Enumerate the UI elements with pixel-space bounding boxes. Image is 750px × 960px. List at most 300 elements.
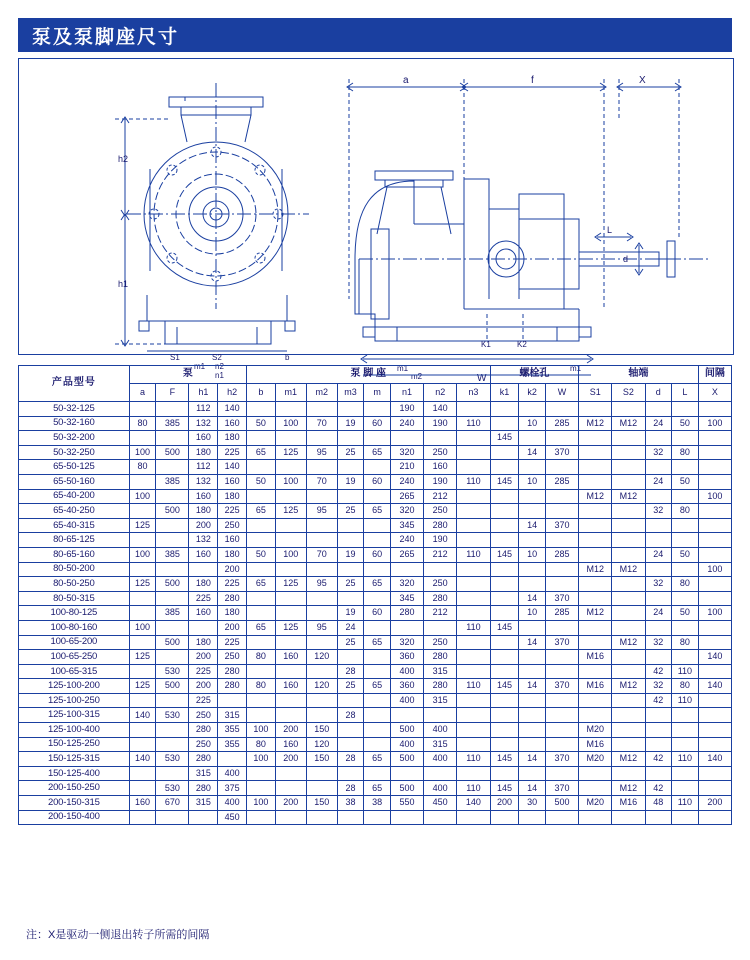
cell-S1 — [579, 635, 612, 650]
cell-model: 125-100-315 — [19, 708, 130, 723]
cell-k1: 145 — [490, 679, 519, 694]
cell-d: 24 — [645, 416, 672, 431]
cell-h1: 200 — [189, 650, 218, 665]
cell-W — [545, 460, 578, 475]
cell-h2: 200 — [218, 620, 247, 635]
table-row — [19, 402, 732, 417]
cell-n1: 400 — [390, 693, 423, 708]
cell-W: 370 — [545, 781, 578, 796]
cell-n3 — [457, 810, 490, 825]
table-row — [19, 635, 732, 650]
cell-m2: 95 — [306, 620, 337, 635]
cell-F — [156, 650, 189, 665]
cell-k2: 10 — [519, 606, 546, 621]
cell-X — [698, 474, 731, 489]
cell-model: 80-65-160 — [19, 547, 130, 562]
cell-a — [129, 635, 156, 650]
cell-b — [247, 766, 276, 781]
svg-text:m2: m2 — [411, 372, 423, 381]
cell-F — [156, 591, 189, 606]
cell-n2: 400 — [424, 752, 457, 767]
cell-n3 — [457, 445, 490, 460]
cell-h1: 280 — [189, 781, 218, 796]
svg-text:W: W — [477, 373, 487, 384]
cell-S1: M16 — [579, 679, 612, 694]
cell-m1: 125 — [275, 445, 306, 460]
cell-model: 100-65-250 — [19, 650, 130, 665]
cell-h2: 400 — [218, 766, 247, 781]
cell-h2: 180 — [218, 489, 247, 504]
svg-text:m1: m1 — [194, 362, 206, 371]
svg-text:f: f — [531, 75, 534, 86]
cell-L — [672, 402, 699, 417]
cell-d — [645, 533, 672, 548]
cell-n3 — [457, 460, 490, 475]
cell-k2 — [519, 562, 546, 577]
cell-k2 — [519, 460, 546, 475]
cell-h1: 180 — [189, 577, 218, 592]
cell-d: 24 — [645, 547, 672, 562]
cell-b: 100 — [247, 723, 276, 738]
cell-m2: 150 — [306, 723, 337, 738]
cell-S2 — [612, 664, 645, 679]
cell-k1 — [490, 664, 519, 679]
cell-X — [698, 708, 731, 723]
cell-L — [672, 460, 699, 475]
cell-S2: M12 — [612, 781, 645, 796]
cell-n3 — [457, 708, 490, 723]
cell-F: 385 — [156, 547, 189, 562]
cell-h1: 180 — [189, 504, 218, 519]
cell-d — [645, 723, 672, 738]
cell-h2 — [218, 752, 247, 767]
cell-W: 285 — [545, 606, 578, 621]
cell-a: 125 — [129, 679, 156, 694]
cell-m2: 150 — [306, 752, 337, 767]
cell-h1: 132 — [189, 474, 218, 489]
cell-L — [672, 650, 699, 665]
cell-L — [672, 620, 699, 635]
cell-b — [247, 708, 276, 723]
header-foot: 泵 脚 座 — [247, 366, 491, 384]
cell-n2: 315 — [424, 693, 457, 708]
cell-h1: 112 — [189, 402, 218, 417]
svg-text:m1: m1 — [397, 364, 409, 373]
cell-n1: 500 — [390, 781, 423, 796]
cell-m1: 125 — [275, 577, 306, 592]
cell-W — [545, 577, 578, 592]
cell-a — [129, 431, 156, 446]
header-pump: 泵 — [129, 366, 246, 384]
table-row — [19, 504, 732, 519]
cell-m2 — [306, 810, 337, 825]
cell-m — [364, 431, 391, 446]
cell-b: 100 — [247, 752, 276, 767]
cell-F: 500 — [156, 679, 189, 694]
cell-F: 500 — [156, 504, 189, 519]
cell-k2: 14 — [519, 781, 546, 796]
cell-h1: 225 — [189, 591, 218, 606]
table-row — [19, 752, 732, 767]
cell-n1: 280 — [390, 606, 423, 621]
cell-a — [129, 402, 156, 417]
cell-m1 — [275, 693, 306, 708]
cell-a — [129, 562, 156, 577]
cell-W — [545, 562, 578, 577]
cell-m — [364, 591, 391, 606]
cell-model: 50-32-125 — [19, 402, 130, 417]
cell-m3 — [337, 431, 364, 446]
table-row — [19, 737, 732, 752]
cell-h2: 450 — [218, 810, 247, 825]
cell-W: 370 — [545, 591, 578, 606]
cell-d — [645, 650, 672, 665]
cell-S1: M12 — [579, 606, 612, 621]
cell-k1 — [490, 445, 519, 460]
cell-m — [364, 664, 391, 679]
cell-X: 100 — [698, 606, 731, 621]
col-h1: h1 — [189, 384, 218, 402]
cell-L — [672, 489, 699, 504]
cell-n3: 110 — [457, 620, 490, 635]
cell-m2 — [306, 489, 337, 504]
cell-S1 — [579, 533, 612, 548]
footnote: 注：X是驱动一侧退出转子所需的间隔 — [26, 929, 210, 941]
cell-k1 — [490, 518, 519, 533]
cell-h2: 400 — [218, 796, 247, 811]
cell-X — [698, 635, 731, 650]
cell-m1 — [275, 766, 306, 781]
cell-n3 — [457, 766, 490, 781]
cell-m — [364, 460, 391, 475]
cell-F: 670 — [156, 796, 189, 811]
col-m2: m2 — [306, 384, 337, 402]
cell-W: 285 — [545, 416, 578, 431]
cell-n3 — [457, 489, 490, 504]
cell-F — [156, 562, 189, 577]
cell-h1: 180 — [189, 635, 218, 650]
cell-m3: 28 — [337, 708, 364, 723]
cell-model: 150-125-400 — [19, 766, 130, 781]
cell-k1 — [490, 489, 519, 504]
cell-n1: 500 — [390, 723, 423, 738]
cell-m3 — [337, 591, 364, 606]
svg-text:S1: S1 — [170, 353, 180, 362]
cell-b — [247, 518, 276, 533]
cell-n1: 360 — [390, 679, 423, 694]
cell-F: 385 — [156, 606, 189, 621]
cell-a — [129, 766, 156, 781]
col-m: m — [364, 384, 391, 402]
cell-L: 80 — [672, 679, 699, 694]
cell-k2 — [519, 737, 546, 752]
cell-m3 — [337, 533, 364, 548]
cell-b: 65 — [247, 577, 276, 592]
cell-h1 — [189, 620, 218, 635]
col-S1: S1 — [579, 384, 612, 402]
cell-n2: 212 — [424, 606, 457, 621]
cell-d: 32 — [645, 577, 672, 592]
cell-h2: 160 — [218, 474, 247, 489]
cell-X: 140 — [698, 752, 731, 767]
cell-n1 — [390, 766, 423, 781]
cell-m: 65 — [364, 504, 391, 519]
cell-a — [129, 664, 156, 679]
cell-W — [545, 766, 578, 781]
cell-S1: M20 — [579, 723, 612, 738]
cell-a — [129, 723, 156, 738]
cell-X — [698, 533, 731, 548]
cell-m2 — [306, 518, 337, 533]
cell-F: 500 — [156, 635, 189, 650]
cell-F: 530 — [156, 781, 189, 796]
cell-X — [698, 664, 731, 679]
cell-d — [645, 562, 672, 577]
cell-model: 65-40-250 — [19, 504, 130, 519]
cell-n3 — [457, 431, 490, 446]
cell-h2: 140 — [218, 402, 247, 417]
cell-X — [698, 402, 731, 417]
cell-h2: 355 — [218, 723, 247, 738]
cell-h1: 280 — [189, 752, 218, 767]
cell-a: 160 — [129, 796, 156, 811]
cell-m1: 200 — [275, 796, 306, 811]
cell-a — [129, 781, 156, 796]
cell-S2 — [612, 504, 645, 519]
cell-m2: 150 — [306, 796, 337, 811]
cell-h2: 225 — [218, 635, 247, 650]
cell-b: 80 — [247, 737, 276, 752]
cell-model: 100-65-315 — [19, 664, 130, 679]
svg-text:b: b — [285, 353, 290, 362]
cell-S1 — [579, 460, 612, 475]
cell-m — [364, 723, 391, 738]
cell-m3 — [337, 723, 364, 738]
cell-k2: 14 — [519, 591, 546, 606]
cell-n1 — [390, 708, 423, 723]
cell-W: 370 — [545, 445, 578, 460]
cell-X — [698, 723, 731, 738]
cell-X: 200 — [698, 796, 731, 811]
cell-m2 — [306, 781, 337, 796]
cell-S1: M12 — [579, 489, 612, 504]
cell-a — [129, 606, 156, 621]
cell-F: 500 — [156, 577, 189, 592]
svg-text:d: d — [623, 254, 629, 264]
cell-S2: M16 — [612, 796, 645, 811]
cell-b — [247, 460, 276, 475]
table-row — [19, 810, 732, 825]
cell-d — [645, 591, 672, 606]
cell-L: 50 — [672, 547, 699, 562]
cell-b: 65 — [247, 445, 276, 460]
cell-d — [645, 402, 672, 417]
cell-n2: 280 — [424, 679, 457, 694]
cell-model: 80-50-200 — [19, 562, 130, 577]
cell-n2 — [424, 620, 457, 635]
cell-k1 — [490, 693, 519, 708]
cell-n2 — [424, 431, 457, 446]
cell-X: 140 — [698, 679, 731, 694]
cell-n2: 190 — [424, 416, 457, 431]
cell-L — [672, 708, 699, 723]
col-n1: n1 — [390, 384, 423, 402]
cell-m — [364, 518, 391, 533]
cell-h1: 160 — [189, 431, 218, 446]
table-row — [19, 416, 732, 431]
table-row — [19, 577, 732, 592]
col-h2: h2 — [218, 384, 247, 402]
cell-S1 — [579, 693, 612, 708]
cell-n2 — [424, 562, 457, 577]
cell-n2: 250 — [424, 504, 457, 519]
cell-n2: 280 — [424, 650, 457, 665]
cell-L — [672, 591, 699, 606]
cell-k2: 10 — [519, 547, 546, 562]
cell-n2 — [424, 708, 457, 723]
cell-k2 — [519, 693, 546, 708]
cell-m2 — [306, 664, 337, 679]
table-row — [19, 664, 732, 679]
cell-model: 80-65-125 — [19, 533, 130, 548]
svg-text:h2: h2 — [118, 154, 129, 164]
cell-m1: 160 — [275, 737, 306, 752]
cell-n3: 140 — [457, 796, 490, 811]
cell-model: 65-40-315 — [19, 518, 130, 533]
col-k2: k2 — [519, 384, 546, 402]
cell-n1 — [390, 620, 423, 635]
cell-m: 65 — [364, 752, 391, 767]
cell-m2: 70 — [306, 474, 337, 489]
cell-L: 50 — [672, 606, 699, 621]
cell-k1: 145 — [490, 620, 519, 635]
cell-k1 — [490, 606, 519, 621]
cell-n3 — [457, 737, 490, 752]
cell-W — [545, 620, 578, 635]
cell-n2 — [424, 766, 457, 781]
table-row — [19, 547, 732, 562]
cell-m1 — [275, 533, 306, 548]
cell-m3 — [337, 562, 364, 577]
cell-h2: 180 — [218, 606, 247, 621]
cell-m1: 100 — [275, 547, 306, 562]
cell-m1 — [275, 402, 306, 417]
col-k1: k1 — [490, 384, 519, 402]
cell-n3: 110 — [457, 752, 490, 767]
cell-X — [698, 810, 731, 825]
cell-W — [545, 489, 578, 504]
cell-m — [364, 489, 391, 504]
cell-m: 65 — [364, 445, 391, 460]
cell-n1: 210 — [390, 460, 423, 475]
cell-k2: 10 — [519, 474, 546, 489]
table-header-group-row — [19, 366, 732, 384]
cell-S2 — [612, 402, 645, 417]
cell-n1: 400 — [390, 664, 423, 679]
cell-m2: 120 — [306, 679, 337, 694]
cell-n2: 160 — [424, 460, 457, 475]
cell-W: 285 — [545, 547, 578, 562]
table-row — [19, 591, 732, 606]
cell-X — [698, 431, 731, 446]
table-row — [19, 533, 732, 548]
cell-n1: 240 — [390, 474, 423, 489]
cell-F: 500 — [156, 445, 189, 460]
cell-k1 — [490, 591, 519, 606]
cell-F — [156, 402, 189, 417]
cell-m2 — [306, 766, 337, 781]
cell-n1: 320 — [390, 577, 423, 592]
cell-k2: 14 — [519, 518, 546, 533]
cell-n2: 140 — [424, 402, 457, 417]
col-a: a — [129, 384, 156, 402]
cell-a — [129, 533, 156, 548]
cell-n3: 110 — [457, 679, 490, 694]
cell-d — [645, 460, 672, 475]
cell-b — [247, 693, 276, 708]
cell-model: 100-80-125 — [19, 606, 130, 621]
cell-m2 — [306, 591, 337, 606]
cell-k1: 200 — [490, 796, 519, 811]
cell-n3 — [457, 533, 490, 548]
cell-h1: 315 — [189, 766, 218, 781]
cell-n3 — [457, 635, 490, 650]
cell-b: 100 — [247, 796, 276, 811]
cell-b — [247, 664, 276, 679]
cell-h1: 315 — [189, 796, 218, 811]
cell-S1 — [579, 577, 612, 592]
cell-k1: 145 — [490, 431, 519, 446]
cell-m: 60 — [364, 474, 391, 489]
cell-d: 32 — [645, 504, 672, 519]
cell-k2 — [519, 431, 546, 446]
cell-X — [698, 766, 731, 781]
cell-m1: 100 — [275, 474, 306, 489]
col-F: F — [156, 384, 189, 402]
cell-h1: 225 — [189, 693, 218, 708]
cell-n1 — [390, 562, 423, 577]
cell-S1: M20 — [579, 752, 612, 767]
cell-model: 150-125-250 — [19, 737, 130, 752]
table-row — [19, 460, 732, 475]
cell-L: 80 — [672, 445, 699, 460]
cell-b — [247, 781, 276, 796]
cell-m2 — [306, 460, 337, 475]
cell-h1: 132 — [189, 416, 218, 431]
cell-W — [545, 810, 578, 825]
table-row — [19, 620, 732, 635]
cell-h1: 225 — [189, 664, 218, 679]
cell-m2 — [306, 402, 337, 417]
cell-S2 — [612, 547, 645, 562]
cell-h1: 250 — [189, 737, 218, 752]
cell-W: 370 — [545, 752, 578, 767]
cell-S1 — [579, 620, 612, 635]
cell-L: 50 — [672, 474, 699, 489]
cell-n1 — [390, 810, 423, 825]
cell-m1 — [275, 606, 306, 621]
cell-n3 — [457, 402, 490, 417]
cell-m1 — [275, 489, 306, 504]
cell-m — [364, 533, 391, 548]
cell-S1 — [579, 445, 612, 460]
cell-m — [364, 708, 391, 723]
cell-m — [364, 620, 391, 635]
cell-n1: 265 — [390, 547, 423, 562]
table-row — [19, 650, 732, 665]
cell-L: 110 — [672, 664, 699, 679]
cell-n3 — [457, 518, 490, 533]
